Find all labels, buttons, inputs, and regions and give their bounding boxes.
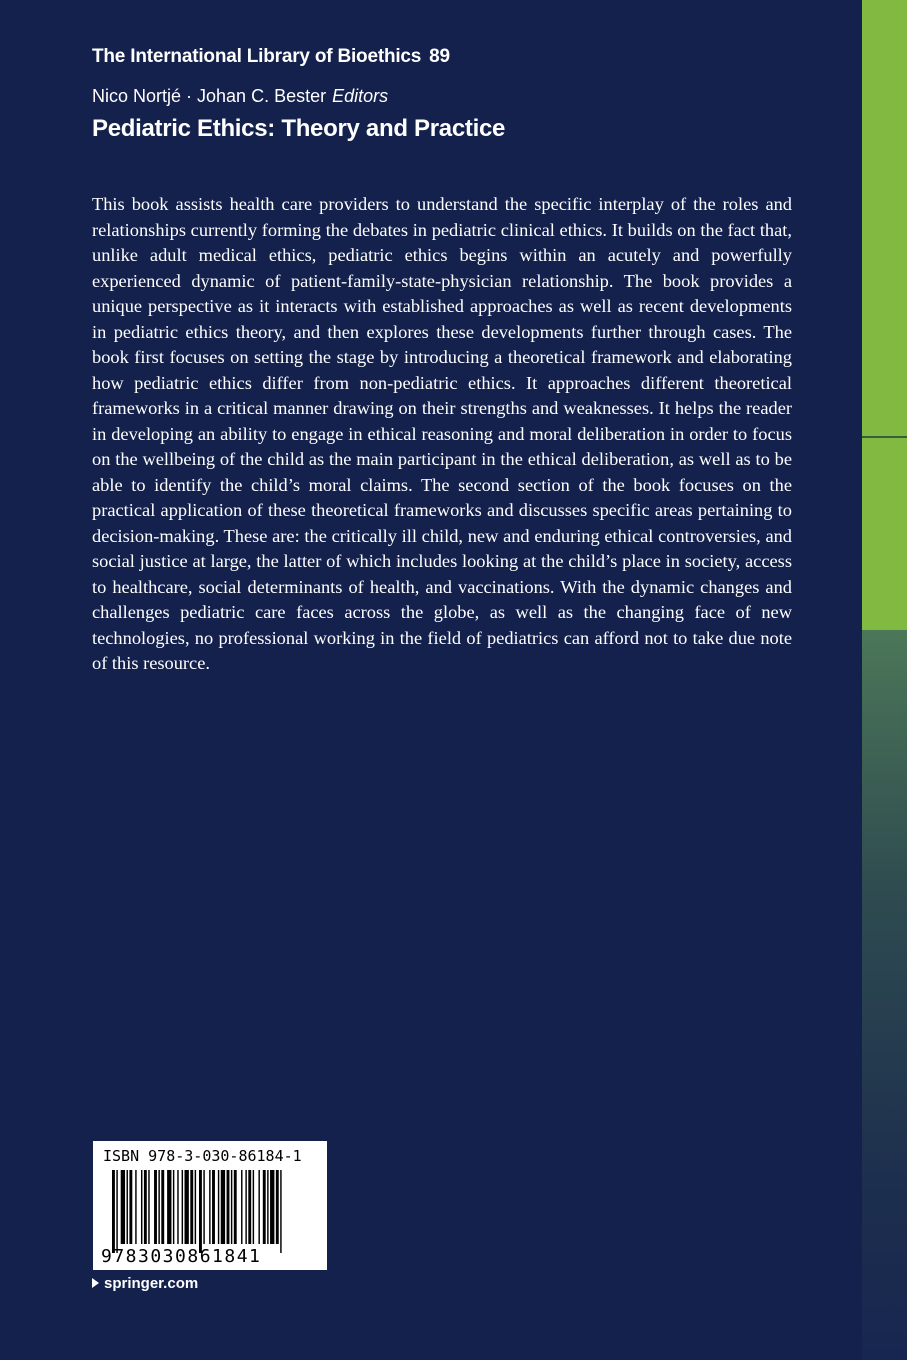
barcode-bar	[161, 1170, 164, 1244]
barcode-bar	[116, 1170, 117, 1253]
isbn-label: ISBN 978-3-030-86184-1	[103, 1147, 302, 1165]
barcode-bar	[158, 1170, 159, 1244]
stripe-gradient-bottom	[862, 630, 907, 1360]
barcode-bar	[190, 1170, 193, 1244]
series-title	[92, 46, 450, 68]
isbn-barcode	[93, 1141, 327, 1270]
barcode-bar	[234, 1170, 237, 1244]
barcode-bar	[135, 1170, 136, 1244]
barcode-bar	[144, 1170, 147, 1244]
barcode-bar	[112, 1170, 115, 1253]
editors-line	[92, 86, 388, 107]
barcode-bar	[173, 1170, 174, 1244]
barcode-bar	[209, 1170, 210, 1244]
barcode-bar	[195, 1170, 196, 1244]
editor-names: Nico Nortjé · Johan C. Bester	[92, 86, 327, 106]
barcode-bar	[185, 1170, 189, 1244]
barcode-bar	[182, 1170, 183, 1244]
book-title: Pediatric Ethics: Theory and Practice	[92, 115, 506, 142]
book-description: This book assists health care providers to understand the specific interplay of the roles and relationships currently forming the debates in pediatric clinical ethics. It builds on the fact that, unlike adult medical ethics, pediatric ethics begins within an acutely and powerfully experienced dynamic of patient-family-state-physician relationship. The book provides a unique perspective as it interacts with established approaches as well as recent developments in pediatric ethics theory, and then explores these developments further through cases. The book first focuses on setting the stage by introducing a theoretical framework and elaborating how pediatric ethics differ from non-pediatric ethics. It approaches different theoretical frameworks in a critical manner drawing on their strengths and weaknesses. It helps the reader in developing an ability to engage in ethical reasoning and moral deliberation in order to focus on the wellbeing of the child as the main participant in the ethical deliberation, as well as to be able to identify the child’s moral claims. The second section of the book focuses on the practical application of these theoretical frameworks and discusses specific areas pertaining to decision-making. These are: the critically ill child, new and enduring ethical controversies, and social justice at large, the latter of which includes looking at the child’s place in society, access to healthcare, social determinants of health, and vaccinations. With the dynamic changes and challenges pediatric care faces across the globe, as well as the changing face of new technologies, no professional working in the field of pediatrics can afford not to take due note of this resource.	[92, 194, 792, 673]
barcode-bar	[258, 1170, 259, 1244]
website-label: springer.com	[104, 1275, 199, 1292]
barcode-bar	[199, 1170, 202, 1253]
barcode-bar	[267, 1170, 268, 1244]
barcode-bar	[263, 1170, 266, 1244]
barcode-bar	[221, 1170, 225, 1244]
barcode-bar	[148, 1170, 149, 1244]
barcode-bar	[203, 1170, 204, 1244]
barcode-bar	[127, 1170, 128, 1244]
series-number: 89	[429, 46, 450, 67]
barcode-bar	[245, 1170, 246, 1244]
barcode-bar	[248, 1170, 251, 1244]
triangle-arrow-icon	[92, 1278, 99, 1288]
barcode-bar	[212, 1170, 215, 1244]
barcode-bar	[177, 1170, 178, 1244]
barcode-bar	[253, 1170, 254, 1244]
barcode-bar	[280, 1170, 281, 1253]
editors-role: Editors	[332, 86, 389, 106]
barcode-bar	[231, 1170, 232, 1244]
spine-color-stripe	[862, 0, 907, 1360]
barcode-bar	[167, 1170, 171, 1244]
barcode-bar	[129, 1170, 132, 1244]
barcode-bar	[241, 1170, 242, 1244]
barcode-bar	[227, 1170, 230, 1244]
barcode-bar	[270, 1170, 274, 1244]
barcode-bar	[141, 1170, 142, 1244]
barcode-bar	[218, 1170, 219, 1244]
stripe-green-top	[862, 0, 907, 436]
barcode-bar	[276, 1170, 279, 1244]
series-name: The International Library of Bioethics	[92, 46, 422, 67]
barcode-bar	[121, 1170, 125, 1244]
barcode-digits: 9783030861841	[101, 1246, 262, 1267]
stripe-green-mid	[862, 438, 907, 630]
barcode-bar	[154, 1170, 157, 1244]
publisher-website[interactable]	[92, 1275, 198, 1292]
